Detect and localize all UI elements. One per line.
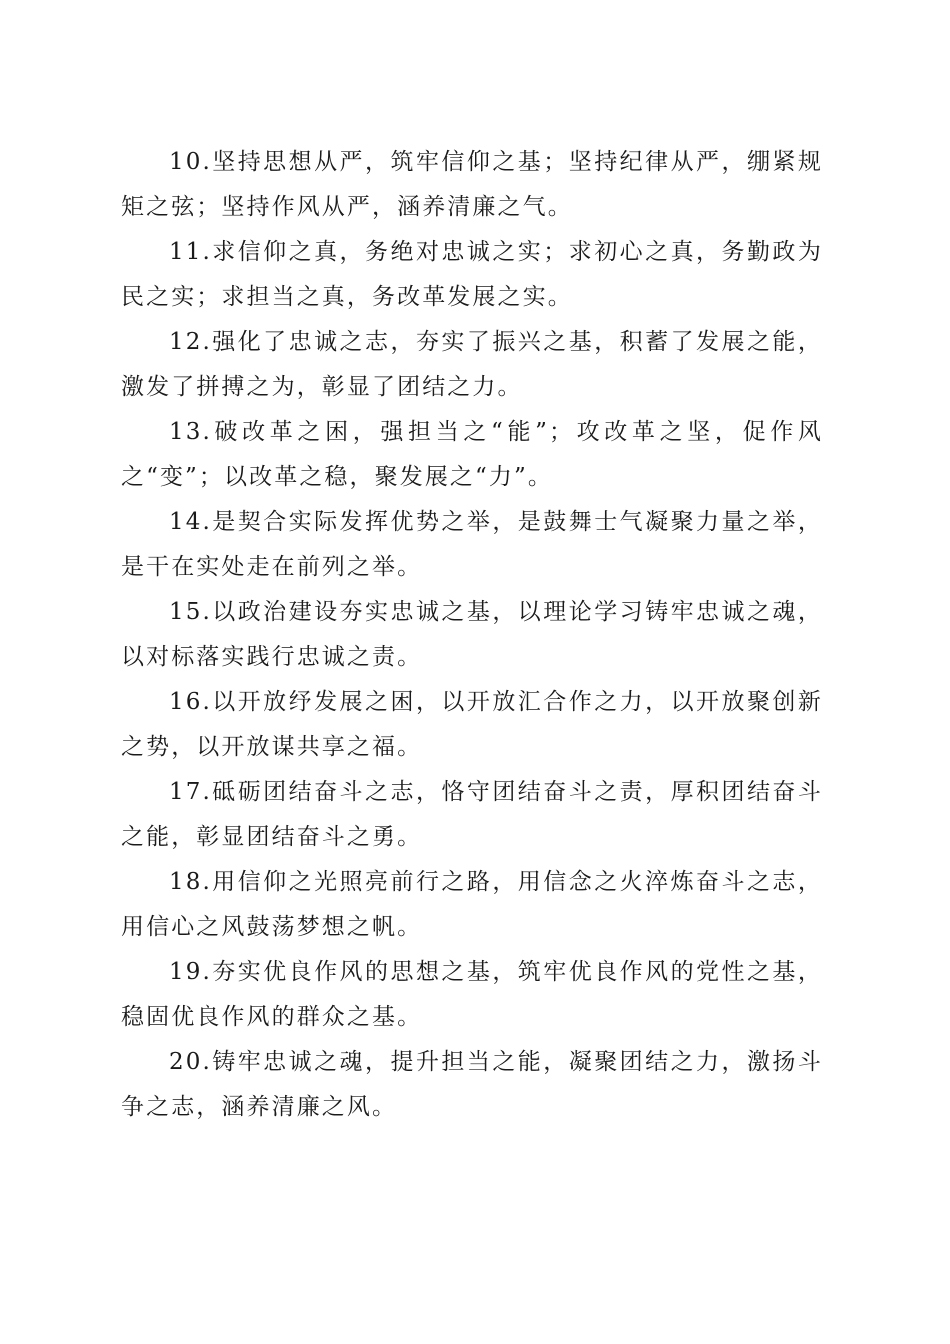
paragraph-16: 16.以开放纾发展之困，以开放汇合作之力，以开放聚创新之势，以开放谋共享之福。 [121, 689, 823, 760]
paragraph-12: 12.强化了忠诚之志，夯实了振兴之基，积蓄了发展之能，激发了拼搏之为，彰显了团结之力。 [121, 329, 823, 400]
paragraph-18: 18.用信仰之光照亮前行之路，用信念之火淬炼奋斗之志，用信心之风鼓荡梦想之帆。 [121, 869, 823, 940]
paragraph-11: 11.求信仰之真，务绝对忠诚之实；求初心之真，务勤政为民之实；求担当之真，务改革发展之实。 [121, 239, 823, 310]
paragraph-20: 20.铸牢忠诚之魂，提升担当之能，凝聚团结之力，激扬斗争之志，涵养清廉之风。 [121, 1049, 823, 1120]
document-body [121, 140, 823, 1130]
paragraph-15: 15.以政治建设夯实忠诚之基，以理论学习铸牢忠诚之魂，以对标落实践行忠诚之责。 [121, 599, 823, 670]
paragraph-19: 19.夯实优良作风的思想之基，筑牢优良作风的党性之基，稳固优良作风的群众之基。 [121, 959, 823, 1030]
paragraph-14: 14.是契合实际发挥优势之举，是鼓舞士气凝聚力量之举，是干在实处走在前列之举。 [121, 509, 823, 580]
paragraph-13: 13.破改革之困，强担当之“能”；攻改革之坚，促作风之“变”；以改革之稳，聚发展之“力”。 [121, 419, 823, 490]
paragraph-10: 10.坚持思想从严，筑牢信仰之基；坚持纪律从严，绷紧规矩之弦；坚持作风从严，涵养清廉之气。 [121, 149, 823, 220]
paragraph-17: 17.砥砺团结奋斗之志，恪守团结奋斗之责，厚积团结奋斗之能，彰显团结奋斗之勇。 [121, 779, 823, 850]
